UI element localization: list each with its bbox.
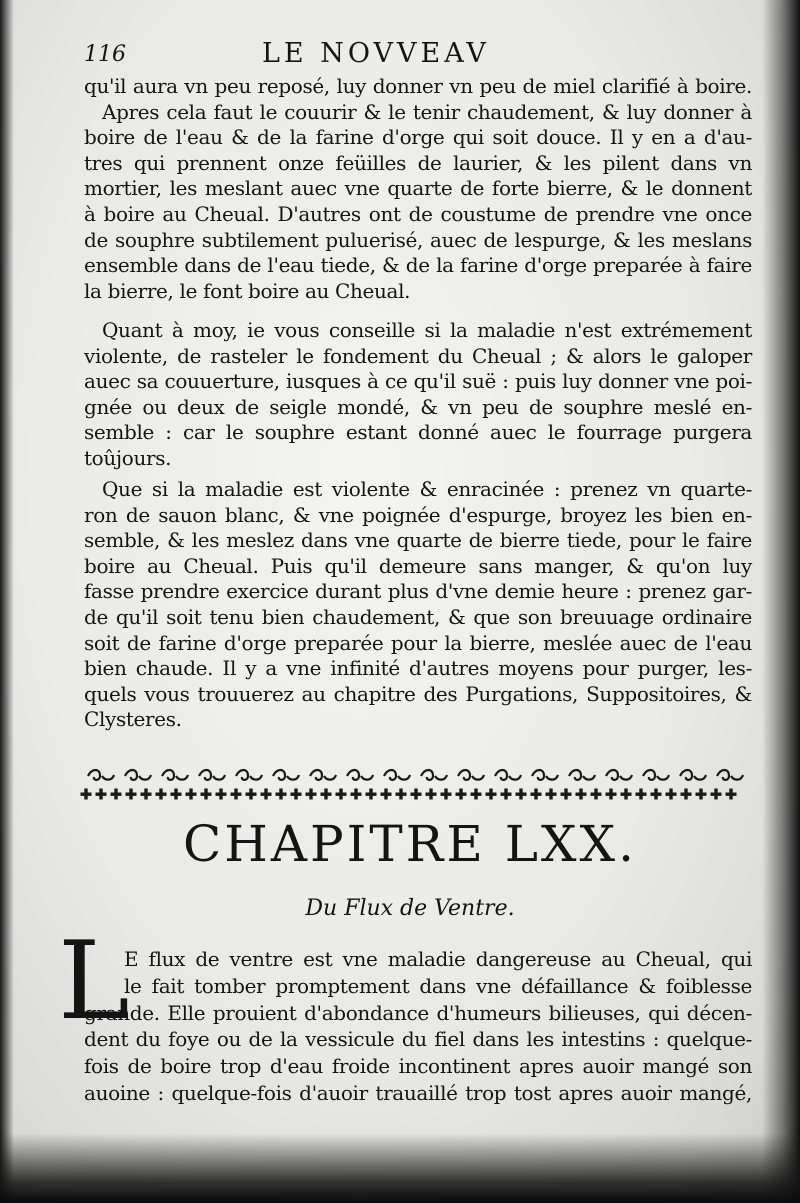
text-line: tres qui prennent onze feüilles de laurier, & les pilent dans vn — [84, 150, 752, 175]
text-line: le fait tomber promptement dans vne défaillance & foiblesse — [124, 973, 752, 998]
text-line: semble, & les meslez dans vne quarte de bierre tiede, pour le faire — [84, 528, 752, 553]
scroll-ornament — [717, 770, 743, 780]
cross-ornament — [171, 789, 181, 799]
scroll-ornament — [199, 770, 225, 780]
text-line: soit de farine d'orge preparée pour la bierre, meslée auec de l'eau — [84, 630, 752, 655]
cross-ornament — [606, 789, 616, 799]
cross-ornament — [201, 789, 211, 799]
cross-ornament — [246, 789, 256, 799]
text-line: la bierre, le font boire au Cheual. — [84, 278, 411, 303]
cross-ornament — [726, 789, 736, 799]
cross-ornament — [336, 789, 346, 799]
cross-ornament — [111, 789, 121, 799]
cross-ornament — [381, 789, 391, 799]
scroll-ornament — [347, 770, 373, 780]
cross-ornament — [711, 789, 721, 799]
running-head — [84, 38, 764, 72]
scroll-ornament — [421, 770, 447, 780]
text-line: à boire au Cheual. D'autres ont de coustume de prendre vne once — [84, 201, 752, 226]
cross-ornament — [546, 789, 556, 799]
text-line: Apres cela faut le couurir & le tenir chaudement, & luy donner à — [102, 99, 752, 124]
cross-ornament — [576, 789, 586, 799]
scroll-ornament — [458, 770, 484, 780]
scroll-ornament — [680, 770, 706, 780]
cross-ornament — [501, 789, 511, 799]
cross-ornament — [441, 789, 451, 799]
text-line: de souphre subtilement puluerisé, auec de lespurge, & les meslans — [84, 227, 752, 252]
text-line: Quant à moy, ie vous conseille si la maladie n'est extrémement — [102, 318, 752, 342]
cross-ornament — [306, 789, 316, 799]
text-line: qu'il aura vn peu reposé, luy donner vn peu de miel clarifié à boire. — [84, 74, 752, 98]
text-line: boire au Cheual. Puis qu'il demeure sans manger, & qu'on luy — [84, 553, 752, 578]
running-title: LE NOVVEAV — [262, 38, 490, 69]
cross-ornament — [411, 789, 421, 799]
text-line: fasse prendre exercice durant plus d'vne demie heure : prenez gar- — [84, 579, 752, 604]
scroll-ornament — [236, 770, 262, 780]
text-line: gnée ou deux de seigle mondé, & vn peu de souphre meslé en- — [84, 394, 752, 419]
cross-ornament — [621, 789, 631, 799]
cross-ornament — [276, 789, 286, 799]
paragraph-2 — [84, 318, 752, 472]
cross-ornament — [591, 789, 601, 799]
text-line: de qu'il soit tenu bien chaudement, & que son breuuage ordinaire — [84, 604, 752, 629]
scroll-ornament — [384, 770, 410, 780]
scroll-ornament — [643, 770, 669, 780]
cross-ornament — [291, 789, 301, 799]
cross-ornament — [666, 789, 676, 799]
scroll-ornament — [532, 770, 558, 780]
cross-ornament — [516, 789, 526, 799]
cross-ornament-row — [81, 789, 736, 799]
scroll-ornament — [606, 770, 632, 780]
text-line: toûjours. — [84, 445, 172, 470]
cross-ornament — [126, 789, 136, 799]
cross-ornament — [636, 789, 646, 799]
text-line: violente, de rasteler le fondement du Cheual ; & alors le galoper — [84, 343, 752, 368]
scroll-ornament — [569, 770, 595, 780]
text-line: Que si la maladie est violente & enracinée : prenez vn quarte- — [102, 477, 752, 501]
text-line: mortier, les meslant auec vne quarte de forte bierre, & le donnent — [84, 176, 752, 201]
text-line: auec sa couuerture, iusques à ce qu'il suë : puis luy donner vne poi- — [84, 369, 752, 394]
cross-ornament — [651, 789, 661, 799]
cross-ornament — [186, 789, 196, 799]
text-line: bien chaude. Il y a vne infinité d'autres moyens pour purger, les- — [84, 656, 752, 681]
text-line: auoine : quelque-fois d'auoir trauaillé trop tost apres auoir mangé, — [84, 1080, 752, 1105]
cross-ornament — [366, 789, 376, 799]
scan-shadow-right — [762, 0, 800, 1203]
cross-ornament — [456, 789, 466, 799]
cross-ornament — [261, 789, 271, 799]
chapter-subtitle: Du Flux de Ventre. — [305, 896, 515, 921]
cross-ornament — [231, 789, 241, 799]
scroll-ornament — [310, 770, 336, 780]
scan-shadow-left — [0, 0, 14, 1203]
ornamental-headband — [78, 764, 748, 804]
text-line: quels vous trouuerez au chapitre des Purgations, Suppositoires, & — [84, 681, 752, 706]
scroll-ornament — [273, 770, 299, 780]
cross-ornament — [81, 789, 91, 799]
scroll-ornament-row — [88, 770, 743, 780]
cross-ornament — [696, 789, 706, 799]
cross-ornament — [321, 789, 331, 799]
paragraph-1 — [84, 74, 752, 304]
cross-ornament — [396, 789, 406, 799]
cross-ornament — [486, 789, 496, 799]
cross-ornament — [216, 789, 226, 799]
text-line: boire de l'eau & de la farine d'orge qui soit douce. Il y en a d'au- — [84, 125, 752, 150]
cross-ornament — [561, 789, 571, 799]
cross-ornament — [681, 789, 691, 799]
text-line: ron de sauon blanc, & vne poignée d'espurge, broyez les bien en- — [84, 502, 752, 527]
scroll-ornament — [495, 770, 521, 780]
drop-cap: L — [58, 919, 130, 1044]
text-line: semble : car le souphre estant donné auec le fourrage purgera — [84, 420, 752, 445]
text-line: dent du foye ou de la vessicule du fiel dans les intestins : quelque- — [84, 1027, 752, 1052]
scan-shadow-bottom — [0, 1133, 800, 1203]
text-line: fois de boire trop d'eau froide incontinent apres auoir mangé son — [84, 1054, 752, 1079]
scroll-ornament — [88, 770, 114, 780]
scroll-ornament — [125, 770, 151, 780]
page-number: 116 — [84, 42, 126, 67]
text-line: ensemble dans de l'eau tiede, & de la farine d'orge preparée à faire — [84, 253, 752, 278]
text-line: Clysteres. — [84, 707, 182, 732]
cross-ornament — [96, 789, 106, 799]
chapter-title: CHAPITRE LXX. — [182, 815, 638, 873]
cross-ornament — [426, 789, 436, 799]
cross-ornament — [471, 789, 481, 799]
cross-ornament — [156, 789, 166, 799]
cross-ornament — [531, 789, 541, 799]
cross-ornament — [351, 789, 361, 799]
scroll-ornament — [162, 770, 188, 780]
chapter-body-paragraph — [84, 946, 752, 1107]
paragraph-3 — [84, 477, 752, 733]
text-line: grande. Elle prouient d'abondance d'humeurs bilieuses, qui décen- — [84, 1000, 752, 1025]
text-line: E flux de ventre est vne maladie dangereuse au Cheual, qui — [124, 947, 752, 971]
cross-ornament — [141, 789, 151, 799]
